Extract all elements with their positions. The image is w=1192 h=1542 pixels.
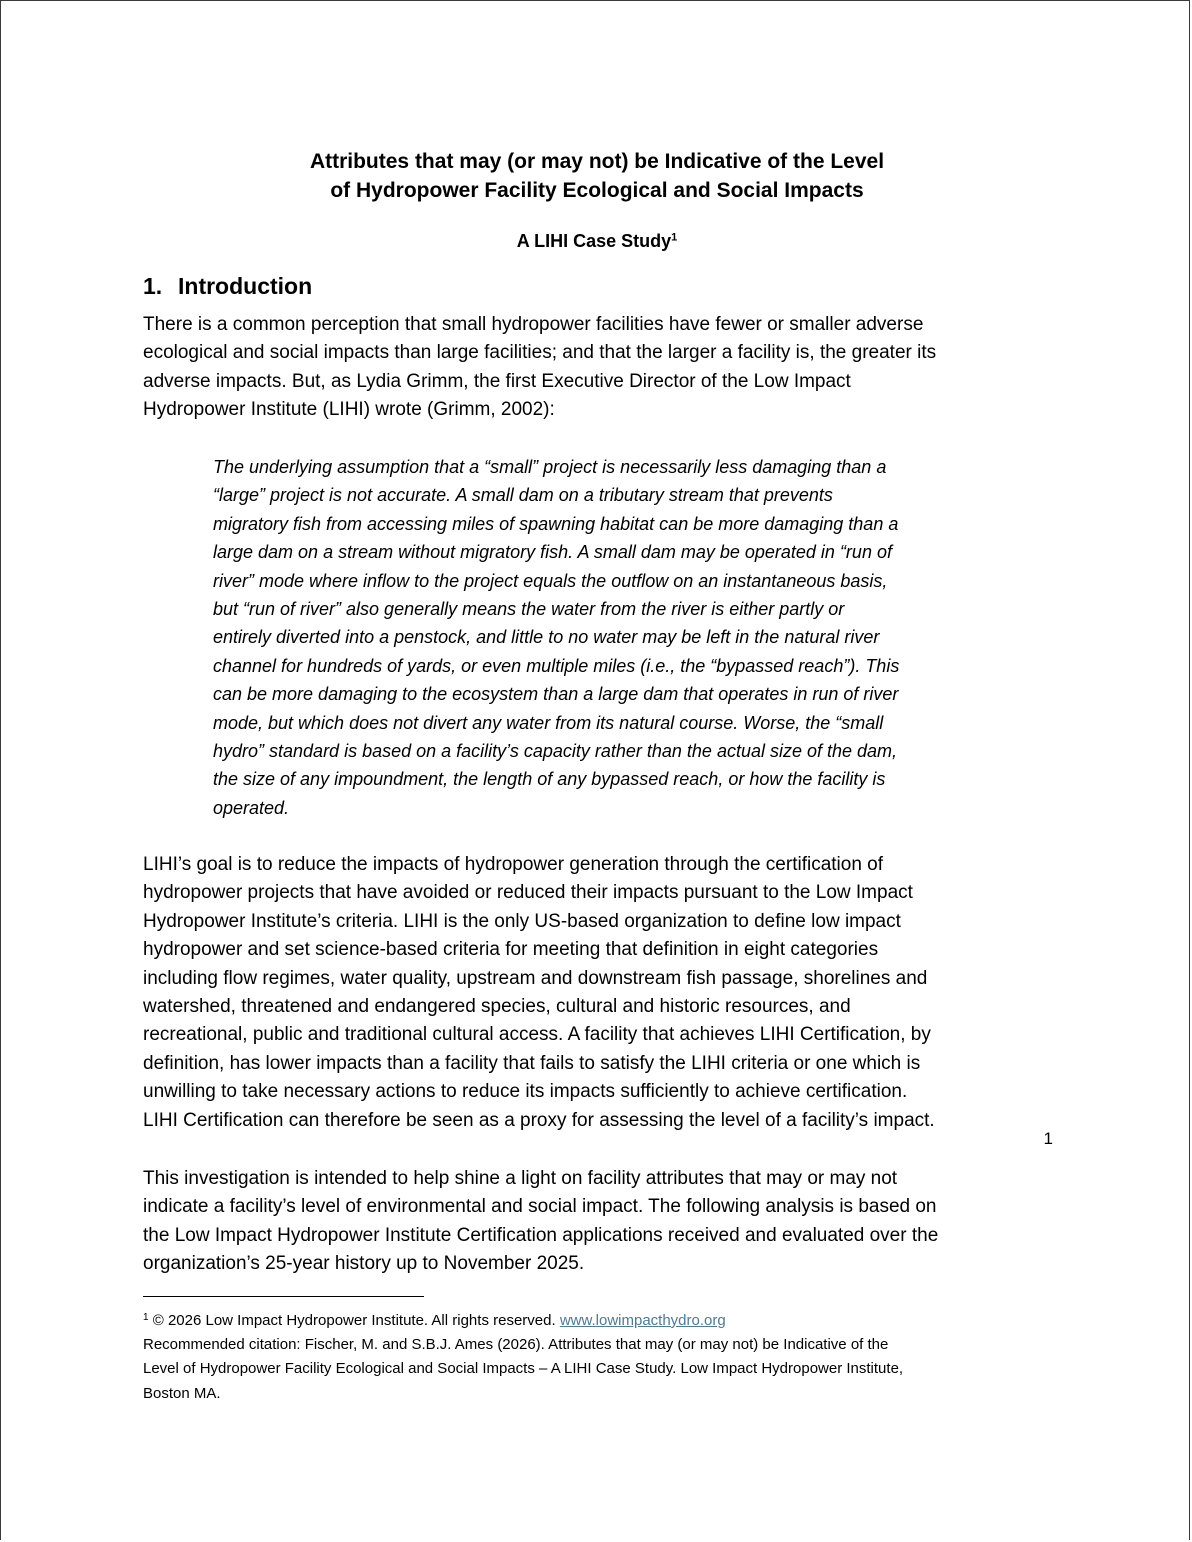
paragraph-line: including flow regimes, water quality, upstream and downstream fish passage, shorelines and (143, 967, 928, 989)
subtitle-footnote-marker: 1 (671, 231, 678, 244)
website-link[interactable]: www.lowimpacthydro.org (559, 1312, 726, 1329)
paragraph-line: LIHI Certification can therefore be seen as a proxy for assessing the level of a facility’s impact. (143, 1109, 935, 1131)
subtitle-text: A LIHI Case Study (516, 231, 672, 251)
paragraph-line: adverse impacts. But, as Lydia Grimm, the first Executive Director of the Low Impact (143, 370, 851, 392)
block-quote (213, 453, 1043, 822)
quote-line: channel for hundreds of yards, or even multiple miles (i.e., the “bypassed reach”). This (213, 655, 900, 676)
paragraph-line: definition, has lower impacts than a facility that fails to satisfy the LIHI criteria or one which is (143, 1052, 921, 1074)
footnote (143, 1309, 1058, 1406)
section-number: 1. (143, 273, 163, 299)
paragraph-line: Hydropower Institute (LIHI) wrote (Grimm, 2002): (143, 399, 555, 421)
quote-line: hydro” standard is based on a facility’s capacity rather than the actual size of the dam, (213, 741, 898, 762)
quote-line: river” mode where inflow to the project equals the outflow on an instantaneous basis, (213, 570, 888, 591)
paragraph-line: organization’s 25-year history up to November 2025. (143, 1253, 585, 1275)
quote-line: migratory fish from accessing miles of spawning habitat can be more damaging than a (213, 513, 899, 534)
quote-line: The underlying assumption that a “small” project is necessarily less damaging than a (213, 457, 887, 477)
quote-line: “large” project is not accurate. A small dam on a tributary stream that prevents (213, 485, 833, 506)
footnote-copyright: © 2026 Low Impact Hydropower Institute. All rights reserved. (148, 1312, 560, 1329)
quote-line: but “run of river” also generally means the water from the river is either partly or (213, 599, 845, 620)
paragraph-line: This investigation is intended to help shine a light on facility attributes that may or may not (143, 1168, 898, 1189)
paragraph-lihi-goal (143, 851, 1058, 1135)
paragraph-line: watershed, threatened and endangered species, cultural and historic resources, and (143, 996, 851, 1018)
paragraph-line: There is a common perception that small hydropower facilities have fewer or smaller adverse (143, 314, 924, 335)
footnote-marker: 1 (143, 1312, 149, 1323)
paragraph-intro (143, 311, 1058, 425)
footnote-citation-line: Boston MA. (143, 1384, 221, 1402)
quote-line: operated. (213, 797, 290, 818)
paragraph-investigation (143, 1165, 1058, 1279)
quote-line: mode, but which does not divert any water from its natural course. Worse, the “small (213, 712, 884, 733)
paragraph-line: hydropower and set science-based criteria for meeting that definition in eight categories (143, 939, 879, 961)
quote-line: the size of any impoundment, the length of any bypassed reach, or how the facility is (213, 769, 886, 790)
footnote-copyright-line (143, 1309, 1058, 1333)
section-heading (143, 271, 312, 301)
title-line-1: Attributes that may (or may not) be Indicative of the Level (309, 150, 885, 173)
quote-line: can be more damaging to the ecosystem than a large dam that operates in run of river (213, 684, 899, 705)
page-number: 1 (1043, 1129, 1053, 1148)
paragraph-line: recreational, public and traditional cultural access. A facility that achieves LIHI Certification, by (143, 1024, 931, 1046)
paragraph-line: hydropower projects that have avoided or reduced their impacts pursuant to the Low Impact (143, 882, 913, 904)
paragraph-line: Hydropower Institute’s criteria. LIHI is the only US-based organization to define low impact (143, 910, 901, 932)
document-subtitle (143, 229, 1051, 253)
document-title (143, 147, 1051, 205)
quote-line: entirely diverted into a penstock, and little to no water may be left in the natural river (213, 627, 880, 648)
paragraph-line: the Low Impact Hydropower Institute Certification applications received and evaluated over the (143, 1224, 939, 1246)
quote-line: large dam on a stream without migratory fish. A small dam may be operated in “run of (213, 542, 892, 563)
footnote-citation-line: Level of Hydropower Facility Ecological and Social Impacts – A LIHI Case Study. Low Impact Hydropower Institute, (143, 1360, 904, 1378)
footnote-divider (143, 1296, 424, 1297)
paragraph-line: LIHI’s goal is to reduce the impacts of hydropower generation through the certification of (143, 854, 884, 875)
paragraph-line: ecological and social impacts than large facilities; and that the larger a facility is, the greater its (143, 342, 937, 364)
section-title: Introduction (178, 273, 313, 299)
paragraph-line: indicate a facility’s level of environmental and social impact. The following analysis is based on (143, 1196, 937, 1218)
footnote-citation-line: Recommended citation: Fischer, M. and S.B.J. Ames (2026). Attributes that may (or may not) be Indicative of the (143, 1336, 889, 1354)
paragraph-line: unwilling to take necessary actions to reduce its impacts sufficiently to achieve certification. (143, 1081, 908, 1103)
title-line-2: of Hydropower Facility Ecological and Social Impacts (330, 179, 864, 202)
